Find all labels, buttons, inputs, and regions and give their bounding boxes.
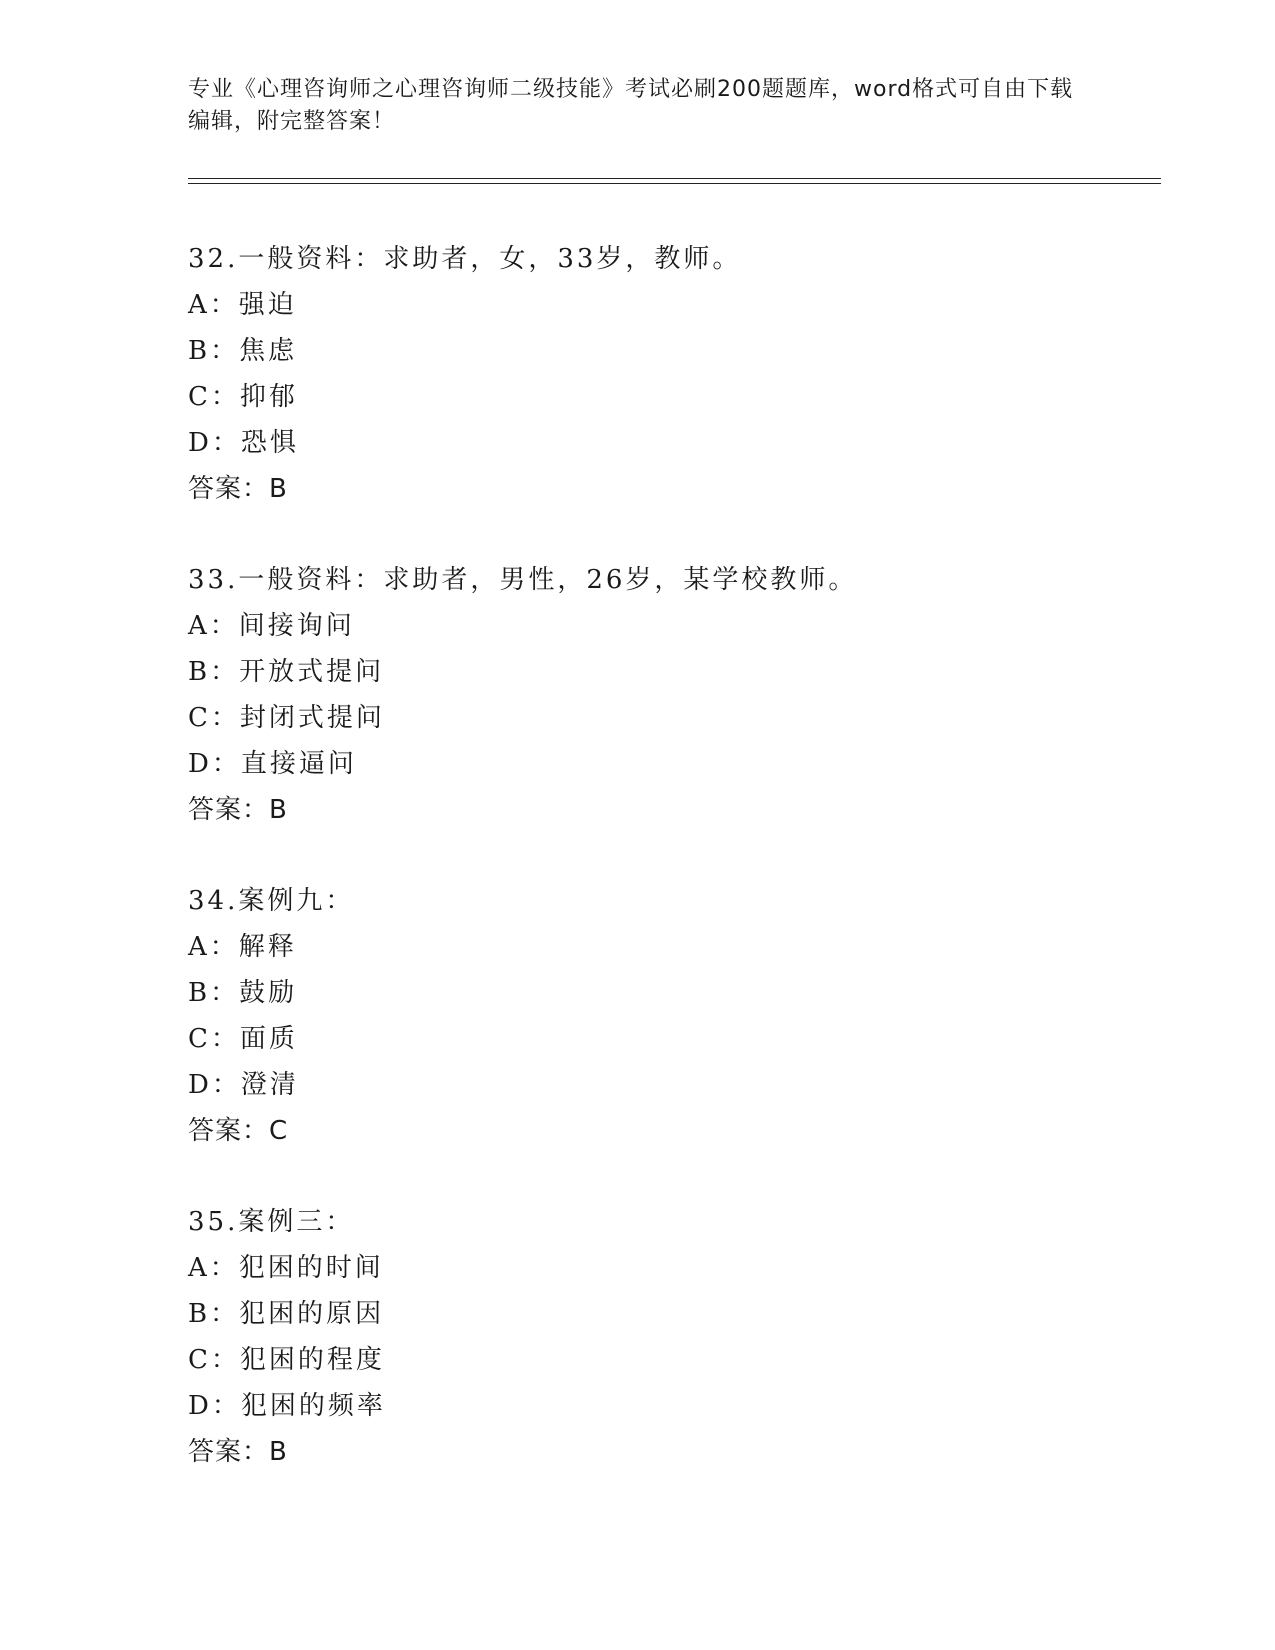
answer: 答案：B [188, 474, 288, 504]
option-d: D：犯困的频率 [188, 1391, 386, 1421]
option-a: A：犯困的时间 [188, 1253, 384, 1283]
option-d: D：直接逼问 [188, 749, 357, 779]
option-b: B：开放式提问 [188, 657, 385, 687]
question-stem: 35.案例三： [188, 1207, 355, 1237]
option-d: D：澄清 [188, 1070, 299, 1100]
option-a: A：间接询问 [188, 611, 355, 641]
option-c: C：面质 [188, 1024, 298, 1054]
question-32 [188, 236, 1148, 512]
option-c: C：犯困的程度 [188, 1345, 385, 1375]
header-divider-top [188, 178, 1161, 179]
option-c: C：封闭式提问 [188, 703, 385, 733]
question-stem: 32.一般资料：求助者，女，33岁，教师。 [188, 244, 742, 274]
answer: 答案：C [188, 1116, 289, 1146]
answer: 答案：B [188, 1437, 288, 1467]
option-a: A：强迫 [188, 290, 297, 320]
option-c: C：抑郁 [188, 382, 298, 412]
option-a: A：解释 [188, 932, 297, 962]
option-b: B：鼓励 [188, 978, 298, 1008]
option-b: B：焦虑 [188, 336, 298, 366]
answer: 答案：B [188, 795, 288, 825]
option-d: D：恐惧 [188, 428, 299, 458]
question-35 [188, 1199, 1148, 1475]
question-34 [188, 878, 1148, 1154]
question-stem: 34.案例九： [188, 886, 355, 916]
document-header: 专业《心理咨询师之心理咨询师二级技能》考试必刷200题题库，word格式可自由下载编辑，附完整答案！ [188, 77, 1074, 134]
header-divider-bottom [188, 183, 1161, 184]
question-33 [188, 557, 1148, 833]
option-b: B：犯困的原因 [188, 1299, 385, 1329]
question-stem: 33.一般资料：求助者，男性，26岁，某学校教师。 [188, 565, 858, 595]
